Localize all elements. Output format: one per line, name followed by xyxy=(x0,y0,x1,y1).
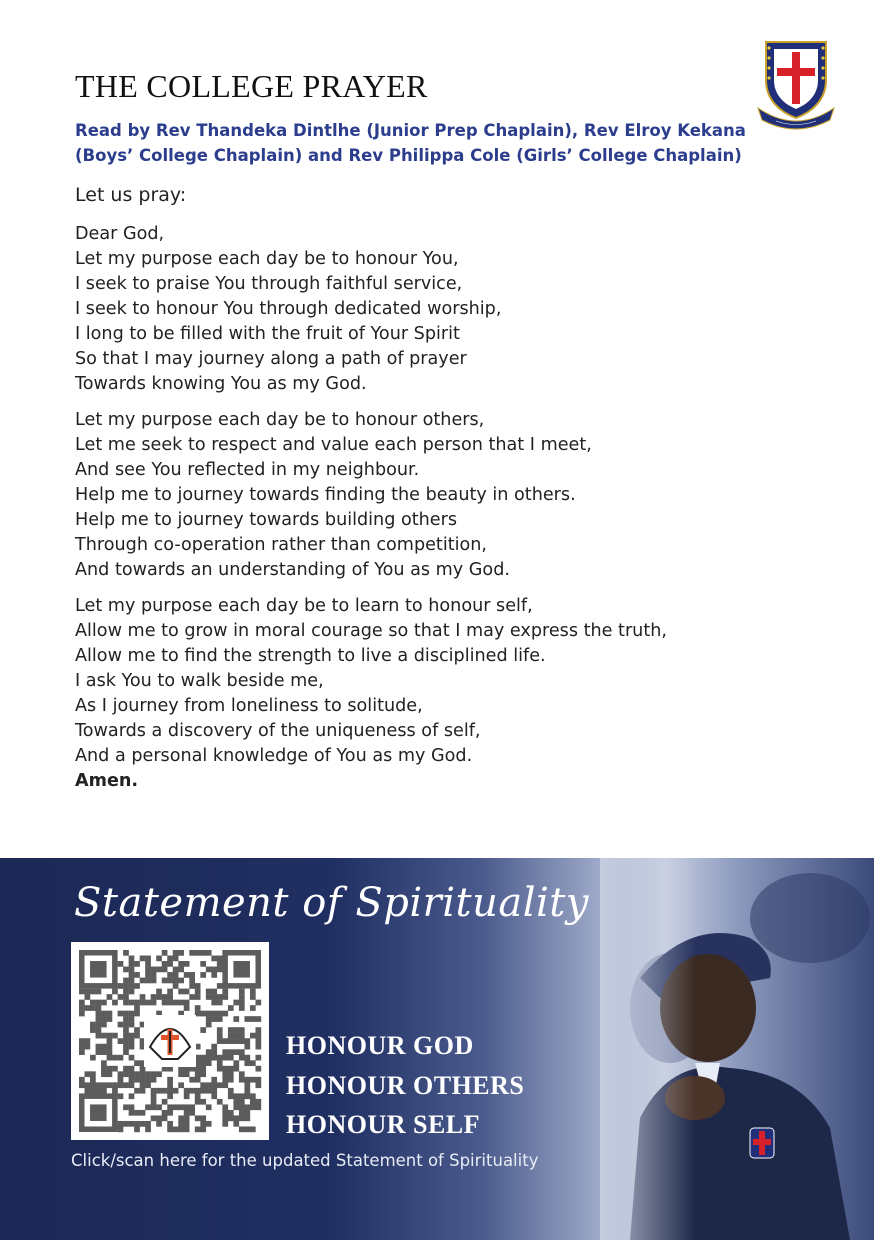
prayer-line: Towards a discovery of the uniqueness of self, xyxy=(75,721,481,741)
statement-link[interactable]: Click/scan here for the updated Statement of Spirituality xyxy=(71,1151,539,1170)
honour-self: HONOUR SELF xyxy=(286,1110,481,1139)
stanza-honour-others xyxy=(75,408,835,583)
prayer-line: Dear God, xyxy=(75,224,165,244)
prayer-line: I seek to praise You through faithful service, xyxy=(75,274,463,294)
prayer-line: Help me to journey towards building others xyxy=(75,510,458,530)
prayer-line: I ask You to walk beside me, xyxy=(75,671,324,691)
honour-god: HONOUR GOD xyxy=(286,1031,474,1060)
prayer-line: Let my purpose each day be to honour You, xyxy=(75,249,459,269)
prayer-line: Help me to journey towards finding the beauty in others. xyxy=(75,485,576,505)
prayer-text xyxy=(75,180,835,805)
honour-others: HONOUR OTHERS xyxy=(286,1070,525,1100)
prayer-line: Let my purpose each day be to learn to honour self, xyxy=(75,596,533,616)
statement-banner[interactable] xyxy=(0,858,874,1240)
readers-credit: Read by Rev Thandeka Dintlhe (Junior Prep Chaplain), Rev Elroy Kekana (Boys’ College Chaplain) and Rev Philippa Cole (Girls’ College Chaplain) xyxy=(75,121,746,165)
stanza-honour-self xyxy=(75,594,835,794)
prayer-closing: Amen. xyxy=(75,771,139,791)
statement-qr-code[interactable] xyxy=(71,942,269,1140)
honour-list xyxy=(286,1026,524,1145)
prayer-line: Allow me to find the strength to live a disciplined life. xyxy=(75,646,546,666)
prayer-line: As I journey from loneliness to solitude, xyxy=(75,696,423,716)
prayer-line: I seek to honour You through dedicated worship, xyxy=(75,299,502,319)
prayer-opening: Let us pray: xyxy=(75,184,187,206)
prayer-line: And towards an understanding of You as my God. xyxy=(75,560,510,580)
banner-title: Statement of Spirituality xyxy=(74,880,589,926)
prayer-line: So that I may journey along a path of prayer xyxy=(75,349,467,369)
page-title: THE COLLEGE PRAYER xyxy=(75,68,428,104)
college-crest-icon xyxy=(754,38,838,130)
prayer-line: Through co-operation rather than competition, xyxy=(75,535,488,555)
prayer-line: Allow me to grow in moral courage so that I may express the truth, xyxy=(75,621,667,641)
prayer-line: Towards knowing You as my God. xyxy=(75,374,367,394)
prayer-line: And a personal knowledge of You as my God. xyxy=(75,746,473,766)
prayer-line: Let me seek to respect and value each person that I meet, xyxy=(75,435,592,455)
prayer-line: Let my purpose each day be to honour others, xyxy=(75,410,485,430)
prayer-line: I long to be filled with the fruit of Your Spirit xyxy=(75,324,460,344)
stanza-honour-god xyxy=(75,222,835,397)
praying-student-photo xyxy=(600,858,874,1240)
prayer-line: And see You reflected in my neighbour. xyxy=(75,460,420,480)
